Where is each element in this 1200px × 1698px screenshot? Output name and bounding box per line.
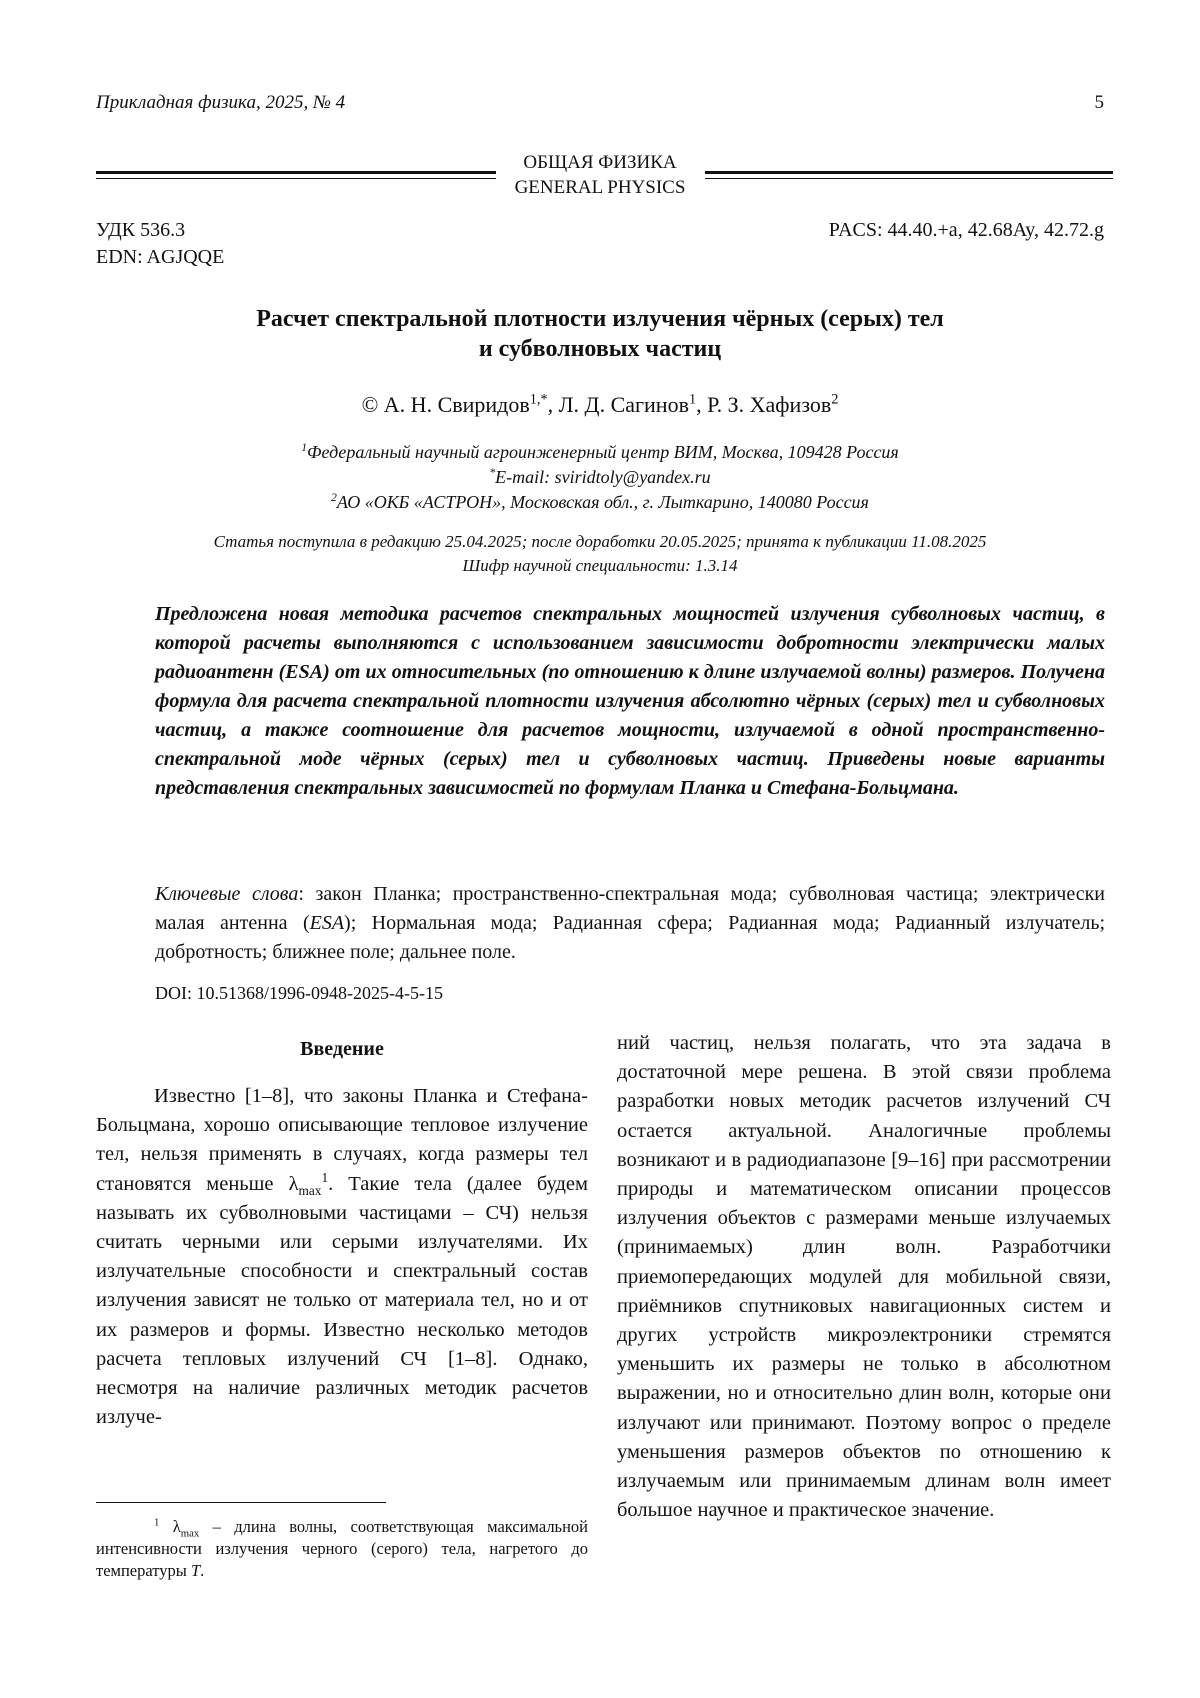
author-3-sup: 2 — [831, 392, 838, 408]
footnote-1 — [96, 1516, 588, 1582]
section-title-ru: ОБЩАЯ ФИЗИКА — [0, 152, 1200, 174]
intro-right-column: ний частиц, нельзя полагать, что эта задача в достаточной мере решена. В этой связи проблема разработки новых методик расчетов излучений СЧ остается актуальной. Аналогичные проблемы возникают и в радиодиапазоне [9–16] при рассмотрении природы и математическом описании процессов излучения объектов с размерами меньше излучаемых (принимаемых) длин волн. Разработчики приемопередающих модулей для мобильной связи, приёмников спутниковых навигационных систем и других устройств микроэлектроники стремятся уменьшить их размеры не только в абсолютном выражении, но и относительно длин волн, которые они излучают или принимают. Поэтому вопрос о пределе уменьшения размеров объектов по отношению к излучаемым или принимаемым длинам волн имеет большое научное и практическое значение. — [617, 1029, 1111, 1525]
author-3: Р. З. Хафизов — [707, 392, 831, 417]
email-line — [0, 467, 1200, 488]
footnote-sub: max — [181, 1527, 199, 1539]
author-1: А. Н. Свиридов — [384, 392, 530, 417]
section-title-en: GENERAL PHYSICS — [0, 177, 1200, 199]
keywords-part2: ); Нормальная мода; Радианная сфера; Радианная мода; Радианный излучатель; добротность; ближнее поле; дальнее поле. — [155, 912, 1105, 963]
edn-code: EDN: AGJQQE — [96, 246, 224, 269]
specialty-code: Шифр научной специальности: 1.3.14 — [0, 556, 1200, 576]
intro-left-part2: . Такие тела (далее будем называть их субволновыми частицами – СЧ) нельзя считать черными или серыми излучателями. Их излучательные способности и спектральный состав излучения зависят не только от материала тел, но и от их размеров и формы. Известно несколько методов расчета тепловых излучений СЧ [1–8]. Однако, несмотря на наличие различных методик расчетов излуче- — [96, 1173, 588, 1429]
udk-code: УДК 536.3 — [96, 219, 185, 242]
footnote-text: – длина волны, соответствующая максимальной интенсивности излучения черного (серого) тела, нагретого до температуры — [96, 1517, 588, 1580]
lambda-max-sub: max — [299, 1183, 322, 1198]
author-2: Л. Д. Сагинов — [559, 392, 689, 417]
keywords-label: Ключевые слова — [155, 883, 298, 905]
article-title-line1: Расчет спектральной плотности излучения чёрных (серых) тел — [0, 304, 1200, 334]
intro-heading: Введение — [96, 1038, 588, 1061]
affiliation-1-sup: 1 — [301, 441, 307, 454]
page-number: 5 — [1095, 92, 1105, 114]
pacs-codes: PACS: 44.40.+a, 42.68Ay, 42.72.g — [829, 219, 1104, 242]
email-sup: * — [489, 466, 495, 479]
affiliation-1-text: Федеральный научный агроинженерный центр ВИМ, Москва, 109428 Россия — [307, 442, 899, 462]
article-title — [0, 304, 1200, 364]
intro-left-column — [96, 1082, 588, 1432]
affiliation-1 — [0, 442, 1200, 463]
email-text: E-mail: sviridtoly@yandex.ru — [495, 467, 711, 487]
keywords-part1: : закон Планка; пространственно-спектральная мода; субволновая частица; электрически малая антенна ( — [155, 883, 1105, 934]
copyright-sign: © — [362, 392, 379, 417]
doi: DOI: 10.51368/1996-0948-2025-4-5-15 — [155, 983, 443, 1004]
abstract: Предложена новая методика расчетов спектральных мощностей излучения субволновых частиц, в которой расчеты выполняются с использованием зависимости добротности электрически малых радиоантенн (ESA) от их относительных (по отношению к длине излучаемой волны) размеров. Получена формула для расчета спектральной плотности излучения абсолютно чёрных (серых) тел и субволновых частиц, а также соотношение для расчетов мощности, излучаемой в одной пространственно-спектральной моде чёрных (серых) тел и субволновых частиц. Приведены новые варианты представления спектральных зависимостей по формулам Планка и Стефана-Больцмана. — [155, 600, 1105, 803]
footnote-lambda: λ — [173, 1517, 181, 1536]
affiliation-2-sup: 2 — [331, 491, 337, 504]
keywords-esa: ESA — [310, 912, 344, 934]
article-dates: Статья поступила в редакцию 25.04.2025; после доработки 20.05.2025; принята к публикации 11.08.2025 — [0, 532, 1200, 552]
affiliation-2 — [0, 492, 1200, 513]
footnote-end: . — [200, 1561, 204, 1580]
authors: © А. Н. Свиридов1,*, Л. Д. Сагинов1, Р. З. Хафизов2 — [0, 392, 1200, 418]
footnote-divider — [96, 1502, 386, 1503]
author-1-sup: 1,* — [530, 392, 548, 408]
footnote-var: T — [191, 1561, 200, 1580]
intro-left-part1: Известно [1–8], что законы Планка и Стефана-Больцмана, хорошо описывающие тепловое излучение тел, нельзя применять в случаях, когда размеры тел становятся меньше λ — [96, 1085, 588, 1195]
affiliation-2-text: АО «ОКБ «АСТРОН», Московская обл., г. Лыткарино, 140080 Россия — [337, 492, 869, 512]
author-2-sup: 1 — [689, 392, 696, 408]
journal-header: Прикладная физика, 2025, № 4 — [96, 92, 345, 114]
keywords — [155, 880, 1105, 967]
footnote-mark: 1 — [154, 1517, 159, 1529]
article-title-line2: и субволновых частиц — [0, 334, 1200, 364]
footnote-ref-1: 1 — [321, 1170, 328, 1185]
